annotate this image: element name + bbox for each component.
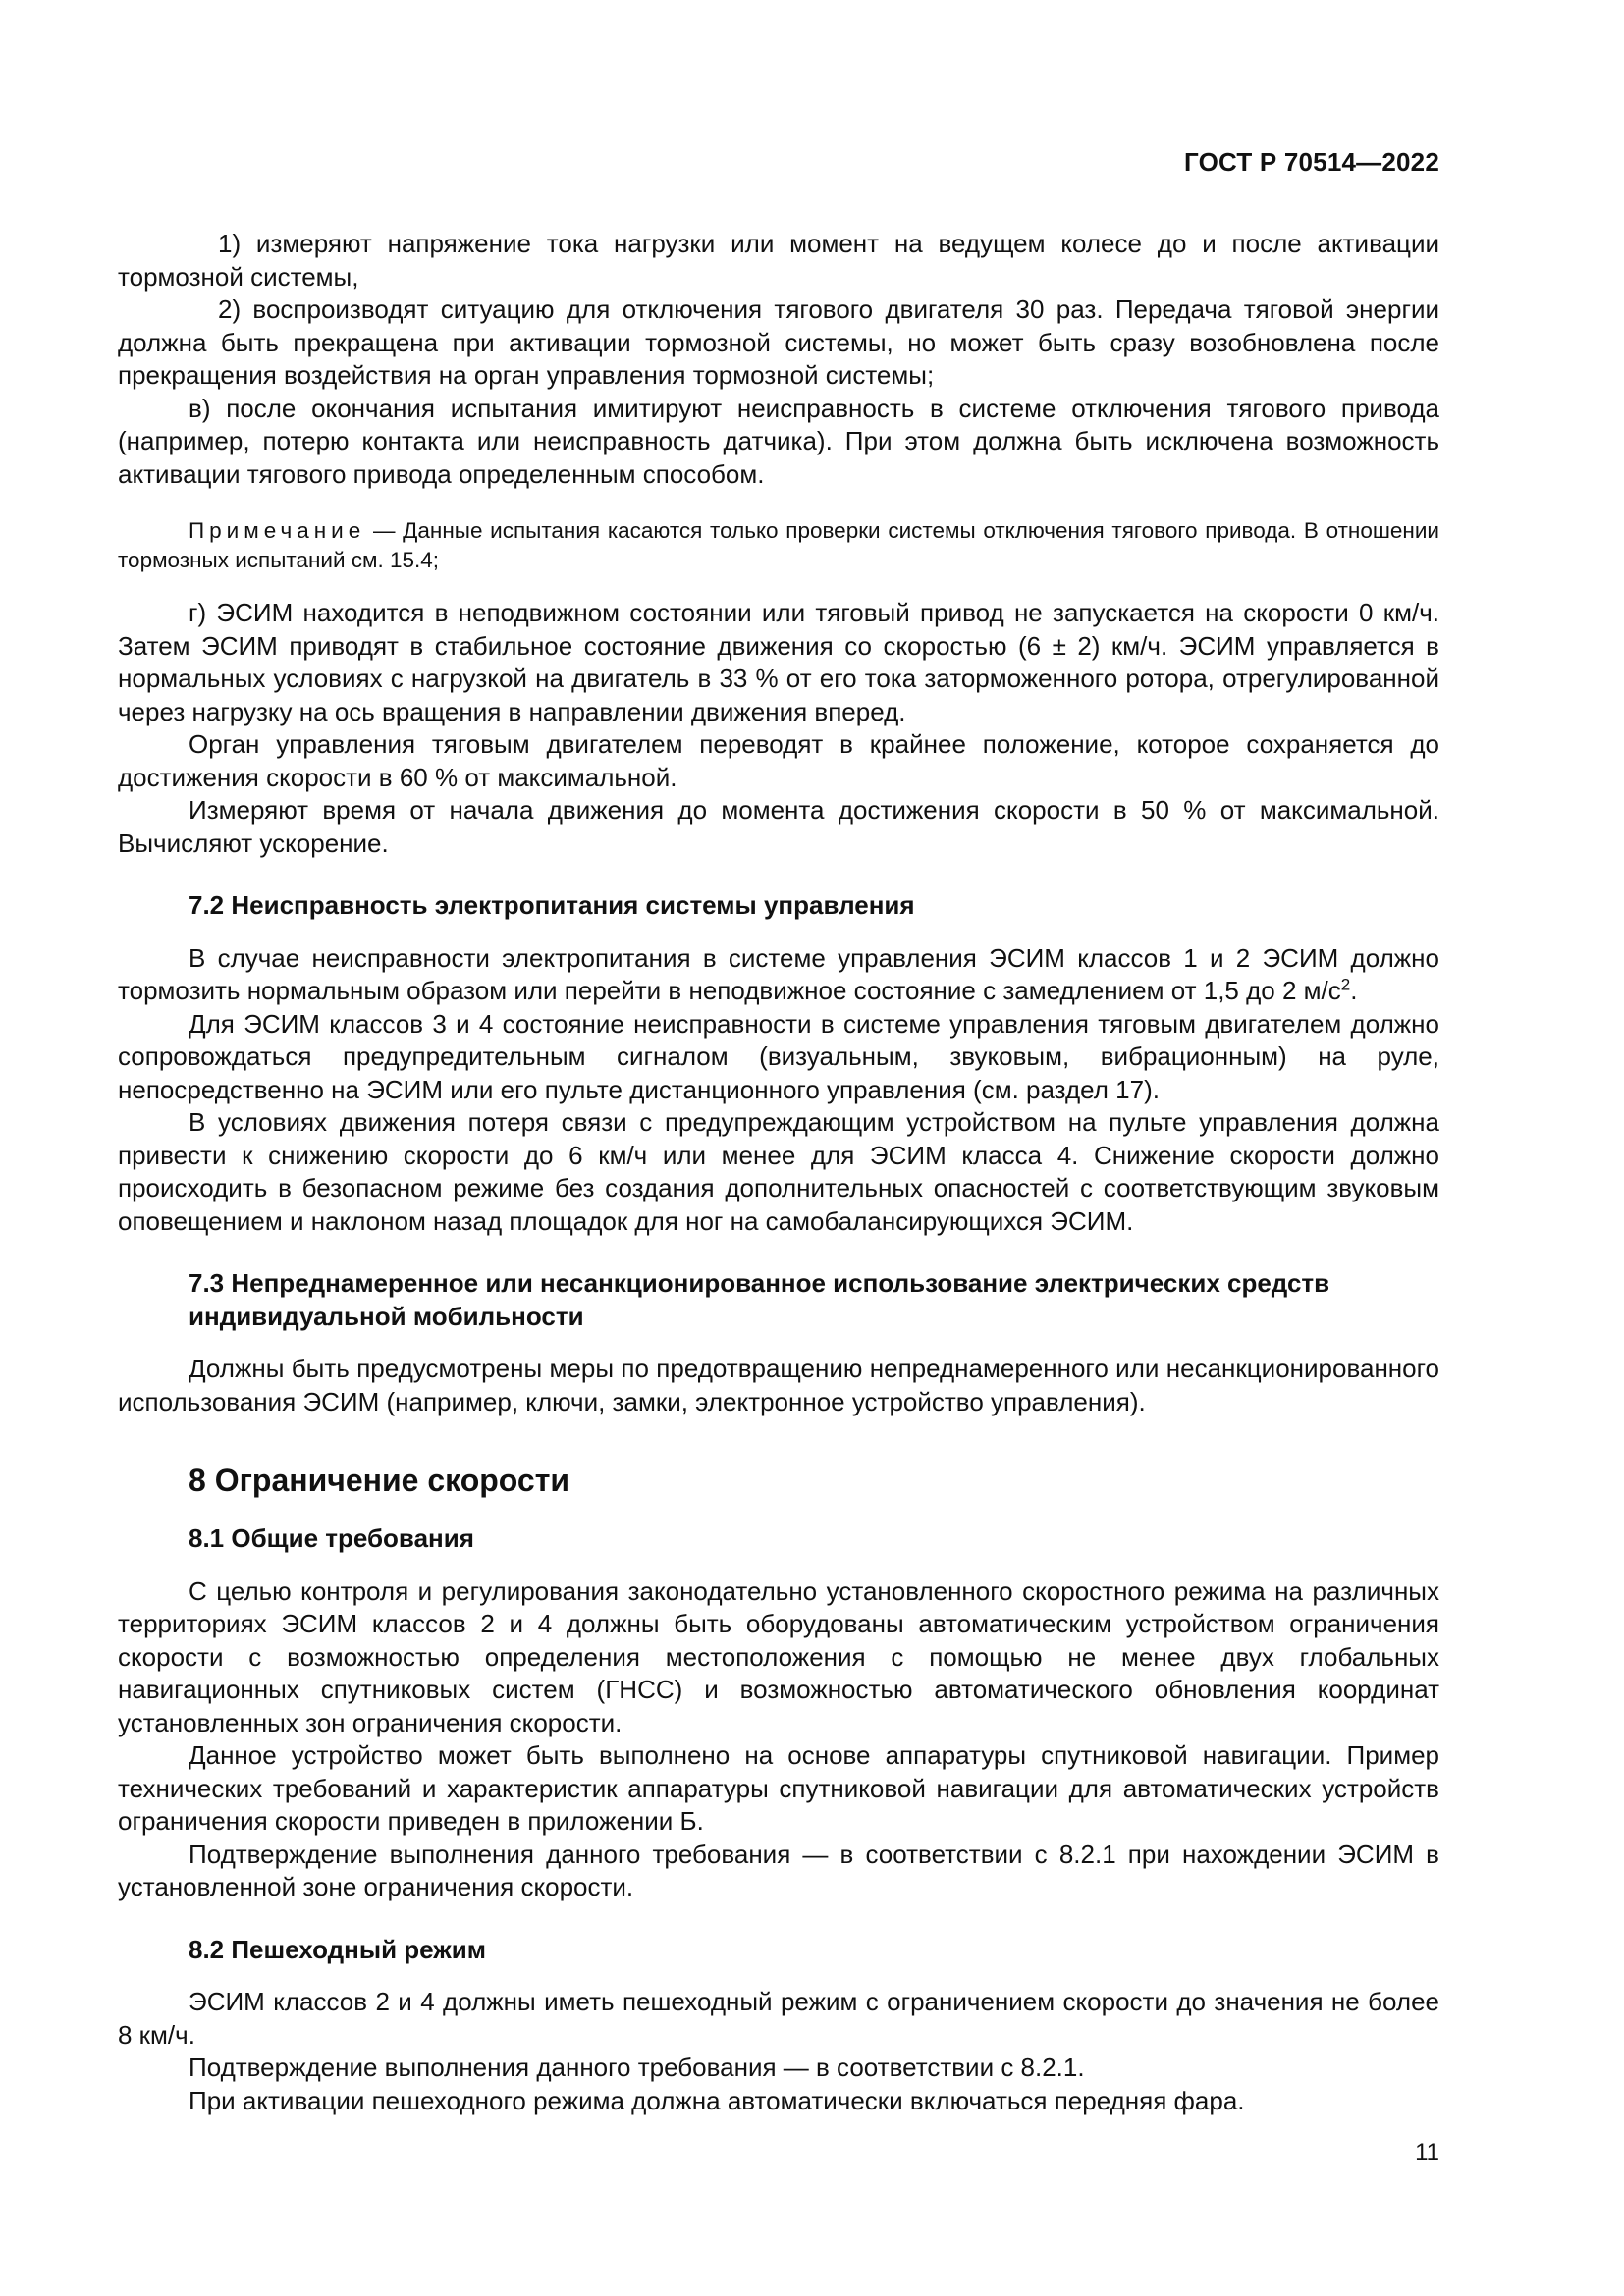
document-code-header: ГОСТ Р 70514—2022 bbox=[1184, 147, 1439, 177]
section-8-1-title: 8.1 Общие требования bbox=[189, 1523, 474, 1553]
page-number: 11 bbox=[1415, 2139, 1439, 2165]
section-7-2-paragraph-3: В условиях движения потеря связи с предупреждающим устройством на пульте управления должна привести к снижению скорости до 6 км/ч или менее для ЭСИМ класса 4. Снижение скорости должно происходить в безопасном режиме без создания дополнительных опасностей с соответствующим звуковым оповещением и наклоном назад площадок для ног на самобалансирующихся ЭСИМ. bbox=[118, 1107, 1439, 1236]
section-8-2-title: 8.2 Пешеходный режим bbox=[189, 1934, 486, 1964]
section-8-2-paragraph-3: При активации пешеходного режима должна автоматически включаться передняя фара. bbox=[189, 2085, 1245, 2115]
note-text: — Данные испытания касаются только проверки системы отключения тягового привода. В отношении тормозных испытаний см. 15.4; bbox=[118, 518, 1439, 572]
section-7-2-title: 7.2 Неисправность электропитания системы управления bbox=[189, 890, 915, 920]
period: . bbox=[1350, 976, 1358, 1005]
section-8-1-paragraph-3: Подтверждение выполнения данного требования — в соответствии с 8.2.1 при нахождении ЭСИМ в установленной зоне ограничения скорости. bbox=[118, 1839, 1439, 1901]
paragraph-item-g: г) ЭСИМ находится в неподвижном состоянии или тяговый привод не запускается на скорости 0 км/ч. Затем ЭСИМ приводят в стабильное состояние движения со скоростью (6 ± 2) км/ч. ЭСИМ управляется в нормальных условиях с нагрузкой на двигатель в 33 % от его тока заторможенного ротора, отрегулированной через нагрузку на ось вращения в направлении движения вперед. bbox=[118, 598, 1439, 726]
note-paragraph bbox=[118, 516, 1439, 575]
section-7-2-paragraph-2: Для ЭСИМ классов 3 и 4 состояние неисправности в системе управления тяговым двигателем должно сопровождаться предупредительным сигналом (визуальным, звуковым, вибрационным) на руле, непосредственно на ЭСИМ или его пульте дистанционного управления (см. раздел 17). bbox=[118, 1008, 1439, 1104]
superscript-2: 2 bbox=[1340, 975, 1351, 994]
section-7-2-paragraph-1 bbox=[118, 942, 1439, 1008]
section-7-3-title-line-1: 7.3 Непреднамеренное или несанкционированное использование электрических средств bbox=[189, 1268, 1330, 1298]
paragraph-item-v: в) после окончания испытания имитируют неисправность в системе отключения тягового привода (например, потерю контакта или неисправность датчика). При этом должна быть исключена возможность активации тягового привода определенным способом. bbox=[118, 393, 1439, 489]
section-8-2-paragraph-2: Подтверждение выполнения данного требования — в соответствии с 8.2.1. bbox=[189, 2053, 1085, 2082]
section-8-1-paragraph-1: С целью контроля и регулирования законодательно установленного скоростного режима на различных территориях ЭСИМ классов 2 и 4 должны быть оборудованы автоматическим устройством ограничения скорости с возможностью определения местоположения с помощью не менее двух глобальных навигационных спутниковых систем (ГНСС) и возможностью автоматического обновления координат установленных зон ограничения скорости. bbox=[118, 1575, 1439, 1737]
paragraph-item-2: 2) воспроизводят ситуацию для отключения тягового двигателя 30 раз. Передача тяговой энергии должна быть прекращена при активации тормозной системы, но может быть сразу возобновлена после прекращения воздействия на орган управления тормозной системы; bbox=[118, 294, 1439, 390]
section-7-3-title-line-2: индивидуальной мобильности bbox=[189, 1301, 584, 1331]
section-8-title: 8 Ограничение скорости bbox=[189, 1463, 570, 1498]
paragraph-control-position: Орган управления тяговым двигателем переводят в крайнее положение, которое сохраняется до достижения скорости в 60 % от максимальной. bbox=[118, 729, 1439, 792]
paragraph-item-1: 1) измеряют напряжение тока нагрузки или момент на ведущем колесе до и после активации тормозной системы, bbox=[118, 229, 1439, 292]
section-7-3-paragraph: Должны быть предусмотрены меры по предотвращению непреднамеренного или несанкционированного использования ЭСИМ (например, ключи, замки, электронное устройство управления). bbox=[118, 1354, 1439, 1416]
paragraph-measure-time: Измеряют время от начала движения до момента достижения скорости в 50 % от максимальной. Вычисляют ускорение. bbox=[118, 795, 1439, 858]
section-7-2-paragraph-1-text: В случае неисправности электропитания в системе управления ЭСИМ классов 1 и 2 ЭСИМ должно тормозить нормальным образом или перейти в неподвижное состояние с замедлением от 1,5 до 2 м/с bbox=[118, 942, 1439, 1005]
section-8-1-paragraph-2: Данное устройство может быть выполнено на основе аппаратуры спутниковой навигации. Пример технических требований и характеристик аппаратуры спутниковой навигации для автоматических устройств ограничения скорости приведен в приложении Б. bbox=[118, 1740, 1439, 1836]
document-body bbox=[118, 228, 1439, 2117]
section-7-3-title bbox=[189, 1267, 1439, 1333]
section-8-2-paragraph-1: ЭСИМ классов 2 и 4 должны иметь пешеходный режим с ограничением скорости до значения не более 8 км/ч. bbox=[118, 1987, 1439, 2050]
note-label: Примечание bbox=[189, 518, 366, 543]
